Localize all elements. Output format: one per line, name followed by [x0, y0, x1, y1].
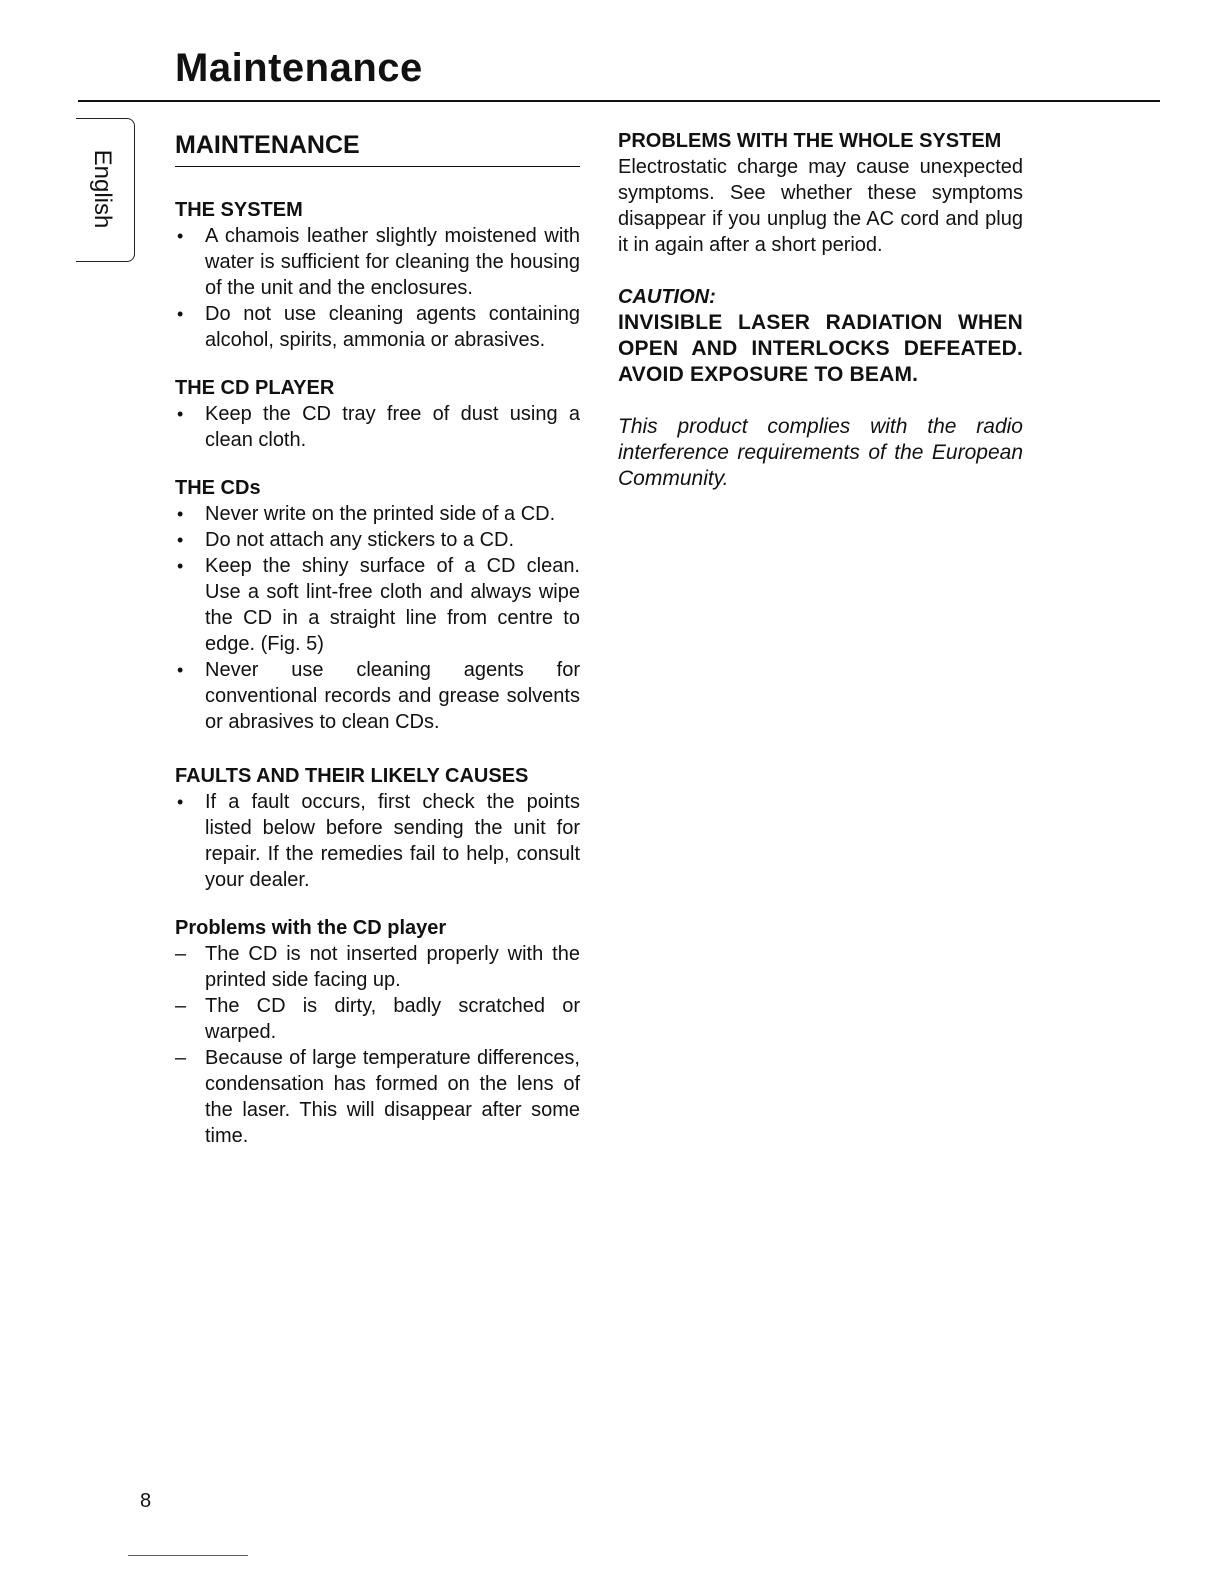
bottom-rule: [128, 1555, 248, 1556]
left-column: [175, 130, 580, 1149]
cd-player-list: [175, 401, 580, 453]
list-item: • Do not attach any stickers to a CD.: [175, 527, 580, 553]
list-item: • Never use cleaning agents for conventional records and grease solvents or abrasives to clean CDs.: [175, 657, 580, 735]
right-column: [618, 128, 1023, 492]
cd-problems-section: [175, 915, 580, 1149]
cd-problems-heading: Problems with the CD player: [175, 917, 447, 939]
title-divider: [78, 100, 1160, 102]
page-title: Maintenance: [175, 46, 423, 90]
system-heading: THE SYSTEM: [175, 199, 303, 221]
faults-list: [175, 789, 580, 893]
cds-section: [175, 475, 580, 735]
faults-heading: FAULTS AND THEIR LIKELY CAUSES: [175, 765, 529, 787]
page-number: 8: [140, 1490, 152, 1512]
whole-system-text: Electrostatic charge may cause unexpected symptoms. See whether these symptoms disappear if you unplug the AC cord and plug it in again after a short period.: [618, 156, 1023, 256]
cd-problems-list: [175, 941, 580, 1149]
list-item: • Do not use cleaning agents containing alcohol, spirits, ammonia or abrasives.: [175, 301, 580, 353]
caution-label: CAUTION:: [618, 286, 716, 308]
list-item: • If a fault occurs, first check the points listed below before sending the unit for repair. If the remedies fail to help, consult your dealer.: [175, 789, 580, 893]
system-section: [175, 197, 580, 353]
cd-player-heading: THE CD PLAYER: [175, 377, 335, 399]
whole-system-heading: PROBLEMS WITH THE WHOLE SYSTEM: [618, 130, 1002, 152]
list-item: – The CD is not inserted properly with the printed side facing up.: [175, 941, 580, 993]
list-item: – Because of large temperature differences, condensation has formed on the lens of the laser. This will disappear after some time.: [175, 1045, 580, 1149]
language-tab-label: English: [89, 149, 116, 229]
system-list: [175, 223, 580, 353]
list-item: – The CD is dirty, badly scratched or warped.: [175, 993, 580, 1045]
list-item: • Keep the CD tray free of dust using a clean cloth.: [175, 401, 580, 453]
caution-text: INVISIBLE LASER RADIATION WHEN OPEN AND INTERLOCKS DEFEATED. AVOID EXPOSURE TO BEAM.: [618, 311, 1023, 386]
list-item: • A chamois leather slightly moistened with water is sufficient for cleaning the housing of the unit and the enclosures.: [175, 223, 580, 301]
cds-list: [175, 501, 580, 735]
section-title: MAINTENANCE: [175, 130, 580, 167]
list-item: • Keep the shiny surface of a CD clean. Use a soft lint-free cloth and always wipe the CD in a straight line from centre to edge. (Fig. 5): [175, 553, 580, 657]
list-item: • Never write on the printed side of a CD.: [175, 501, 580, 527]
faults-section: [175, 763, 580, 893]
compliance-note: This product complies with the radio interference requirements of the European Community.: [618, 415, 1023, 490]
cds-heading: THE CDs: [175, 477, 261, 499]
cd-player-section: [175, 375, 580, 453]
